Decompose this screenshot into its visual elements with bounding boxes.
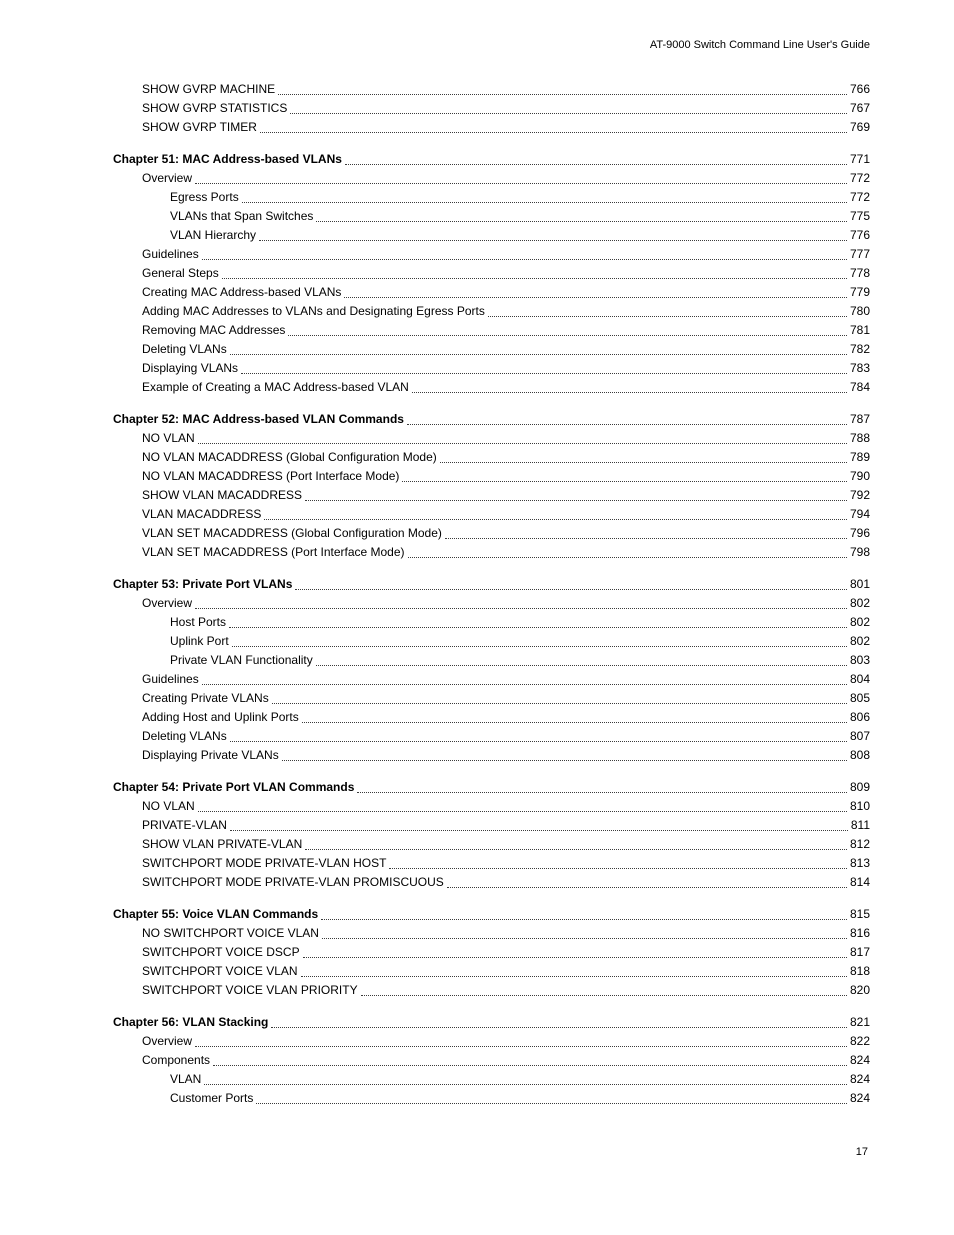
toc-entry-page: 796 [849, 526, 870, 540]
dot-leader [229, 613, 847, 628]
toc-entry [113, 302, 870, 321]
toc-entry [113, 943, 870, 962]
toc-entry-title: VLAN SET MACADDRESS (Global Configuration Mode) [142, 526, 442, 540]
toc-entry-title: Displaying VLANs [142, 361, 239, 375]
dot-leader [195, 169, 847, 184]
toc [113, 80, 870, 1121]
toc-entry-page: 814 [849, 875, 870, 889]
toc-entry [113, 169, 870, 188]
toc-entry [113, 854, 870, 873]
toc-entry [113, 1032, 870, 1051]
dot-leader [202, 670, 847, 685]
toc-entry-page: 824 [849, 1091, 870, 1105]
toc-entry-page: 766 [849, 82, 870, 96]
dot-leader [402, 467, 847, 482]
toc-entry [113, 99, 870, 118]
dot-leader [301, 962, 847, 977]
toc-entry-title: Removing MAC Addresses [142, 323, 286, 337]
toc-entry [113, 575, 870, 594]
toc-entry-page: 777 [849, 247, 870, 261]
toc-entry-title: SHOW GVRP TIMER [142, 120, 257, 134]
toc-entry-page: 767 [849, 101, 870, 115]
dot-leader [222, 264, 847, 279]
toc-entry-title: SWITCHPORT MODE PRIVATE-VLAN PROMISCUOUS [142, 875, 444, 889]
dot-leader [302, 708, 847, 723]
footer-page-number: 17 [855, 1146, 868, 1158]
toc-entry-title: Chapter 52: MAC Address-based VLAN Commands [113, 412, 404, 426]
toc-entry-page: 806 [849, 710, 870, 724]
toc-entry-title: PRIVATE-VLAN [142, 818, 227, 832]
toc-entry-title: VLAN [170, 1072, 202, 1086]
toc-entry-page: 821 [849, 1015, 870, 1029]
toc-entry-title: Chapter 51: MAC Address-based VLANs [113, 152, 342, 166]
toc-entry-title: Private VLAN Functionality [170, 653, 313, 667]
toc-entry [113, 359, 870, 378]
dot-leader [303, 943, 847, 958]
toc-entry-title: VLAN Hierarchy [170, 228, 257, 242]
toc-entry [113, 486, 870, 505]
toc-entry [113, 651, 870, 670]
dot-leader [198, 429, 847, 444]
dot-leader [260, 118, 847, 133]
toc-entry [113, 1070, 870, 1089]
toc-entry-page: 815 [849, 907, 870, 921]
toc-entry-title: NO VLAN MACADDRESS (Global Configuration Mode) [142, 450, 437, 464]
toc-entry-page: 802 [849, 634, 870, 648]
toc-entry [113, 505, 870, 524]
toc-entry [113, 778, 870, 797]
dot-leader [389, 854, 846, 869]
toc-entry [113, 708, 870, 727]
toc-entry-page: 790 [849, 469, 870, 483]
toc-entry-page: 809 [849, 780, 870, 794]
toc-section [113, 80, 870, 137]
toc-entry-page: 810 [849, 799, 870, 813]
dot-leader [198, 797, 847, 812]
toc-entry [113, 80, 870, 99]
dot-leader [445, 524, 847, 539]
dot-leader [361, 981, 847, 996]
toc-entry-title: SWITCHPORT VOICE VLAN PRIORITY [142, 983, 358, 997]
toc-entry-title: SWITCHPORT VOICE VLAN [142, 964, 298, 978]
dot-leader [271, 1013, 847, 1028]
dot-leader [264, 505, 847, 520]
dot-leader [440, 448, 847, 463]
toc-entry [113, 613, 870, 632]
toc-entry [113, 410, 870, 429]
toc-entry-title: SHOW GVRP STATISTICS [142, 101, 288, 115]
dot-leader [316, 207, 847, 222]
toc-entry-title: VLAN MACADDRESS [142, 507, 262, 521]
toc-entry [113, 981, 870, 1000]
toc-entry-title: Adding MAC Addresses to VLANs and Designating Egress Ports [142, 304, 485, 318]
toc-entry-title: NO SWITCHPORT VOICE VLAN [142, 926, 319, 940]
toc-entry-title: Creating Private VLANs [142, 691, 269, 705]
toc-entry-title: SHOW GVRP MACHINE [142, 82, 276, 96]
dot-leader [295, 575, 847, 590]
toc-entry-title: Egress Ports [170, 190, 239, 204]
toc-entry-page: 808 [849, 748, 870, 762]
toc-entry [113, 524, 870, 543]
dot-leader [305, 486, 847, 501]
toc-entry-page: 769 [849, 120, 870, 134]
toc-entry-page: 824 [849, 1072, 870, 1086]
toc-entry [113, 797, 870, 816]
dot-leader [195, 1032, 847, 1047]
toc-entry [113, 594, 870, 613]
running-header: AT-9000 Switch Command Line User's Guide [649, 39, 870, 51]
toc-entry-page: 783 [849, 361, 870, 375]
toc-entry [113, 118, 870, 137]
dot-leader [204, 1070, 847, 1085]
toc-entry-page: 780 [849, 304, 870, 318]
toc-entry-page: 775 [849, 209, 870, 223]
toc-entry-title: SHOW VLAN MACADDRESS [142, 488, 303, 502]
toc-entry-page: 781 [849, 323, 870, 337]
dot-leader [408, 543, 847, 558]
dot-leader [259, 226, 847, 241]
toc-entry-page: 804 [849, 672, 870, 686]
toc-entry-title: Chapter 54: Private Port VLAN Commands [113, 780, 355, 794]
toc-entry [113, 378, 870, 397]
dot-leader [230, 816, 848, 831]
dot-leader [232, 632, 847, 647]
toc-entry-page: 801 [849, 577, 870, 591]
dot-leader [345, 150, 847, 165]
toc-entry-page: 789 [849, 450, 870, 464]
toc-entry [113, 1013, 870, 1032]
toc-entry-page: 807 [849, 729, 870, 743]
toc-entry [113, 873, 870, 892]
dot-leader [316, 651, 847, 666]
toc-entry-title: Components [142, 1053, 211, 1067]
toc-entry-title: Guidelines [142, 672, 199, 686]
toc-entry-page: 802 [849, 596, 870, 610]
toc-entry [113, 632, 870, 651]
toc-entry-title: SWITCHPORT MODE PRIVATE-VLAN HOST [142, 856, 387, 870]
dot-leader [344, 283, 847, 298]
toc-section [113, 410, 870, 562]
dot-leader [242, 188, 847, 203]
toc-entry [113, 924, 870, 943]
toc-entry-page: 798 [849, 545, 870, 559]
toc-entry [113, 448, 870, 467]
toc-entry-page: 811 [850, 818, 870, 832]
toc-entry-title: Deleting VLANs [142, 729, 227, 743]
toc-entry-title: Overview [142, 1034, 193, 1048]
dot-leader [447, 873, 847, 888]
toc-entry-title: Chapter 53: Private Port VLANs [113, 577, 293, 591]
dot-leader [407, 410, 847, 425]
dot-leader [272, 689, 847, 704]
toc-entry [113, 188, 870, 207]
toc-entry [113, 207, 870, 226]
toc-entry-title: VLAN SET MACADDRESS (Port Interface Mode) [142, 545, 405, 559]
toc-section [113, 905, 870, 1000]
toc-entry-page: 802 [849, 615, 870, 629]
toc-entry [113, 689, 870, 708]
toc-entry [113, 321, 870, 340]
toc-entry-title: Displaying Private VLANs [142, 748, 279, 762]
toc-entry-title: Creating MAC Address-based VLANs [142, 285, 342, 299]
dot-leader [305, 835, 847, 850]
dot-leader [213, 1051, 847, 1066]
dot-leader [357, 778, 847, 793]
toc-entry-page: 771 [849, 152, 870, 166]
dot-leader [241, 359, 847, 374]
toc-entry-page: 787 [849, 412, 870, 426]
toc-entry-title: NO VLAN [142, 431, 195, 445]
dot-leader [488, 302, 847, 317]
toc-entry [113, 1051, 870, 1070]
toc-entry-title: Customer Ports [170, 1091, 254, 1105]
toc-entry [113, 429, 870, 448]
toc-entry-title: Chapter 56: VLAN Stacking [113, 1015, 269, 1029]
dot-leader [278, 80, 847, 95]
dot-leader [202, 245, 847, 260]
toc-entry-page: 817 [849, 945, 870, 959]
toc-entry-page: 824 [849, 1053, 870, 1067]
toc-entry-title: Adding Host and Uplink Ports [142, 710, 299, 724]
toc-entry [113, 340, 870, 359]
toc-entry-page: 772 [849, 190, 870, 204]
dot-leader [288, 321, 847, 336]
toc-entry [113, 1089, 870, 1108]
toc-entry-page: 784 [849, 380, 870, 394]
toc-entry-page: 805 [849, 691, 870, 705]
toc-entry-page: 816 [849, 926, 870, 940]
toc-entry-title: Chapter 55: Voice VLAN Commands [113, 907, 319, 921]
toc-entry-page: 794 [849, 507, 870, 521]
toc-entry-page: 813 [849, 856, 870, 870]
toc-entry-title: VLANs that Span Switches [170, 209, 314, 223]
toc-entry-title: SHOW VLAN PRIVATE-VLAN [142, 837, 303, 851]
toc-entry-title: Uplink Port [170, 634, 229, 648]
toc-entry-page: 803 [849, 653, 870, 667]
toc-entry-title: Deleting VLANs [142, 342, 227, 356]
dot-leader [230, 340, 847, 355]
toc-entry [113, 150, 870, 169]
toc-entry [113, 816, 870, 835]
toc-section [113, 778, 870, 892]
toc-entry-title: SWITCHPORT VOICE DSCP [142, 945, 300, 959]
toc-entry-page: 778 [849, 266, 870, 280]
dot-leader [195, 594, 847, 609]
toc-entry [113, 283, 870, 302]
dot-leader [322, 924, 847, 939]
toc-entry-title: NO VLAN [142, 799, 195, 813]
toc-entry-page: 776 [849, 228, 870, 242]
dot-leader [321, 905, 847, 920]
toc-entry-page: 792 [849, 488, 870, 502]
toc-entry-page: 818 [849, 964, 870, 978]
toc-section [113, 1013, 870, 1108]
toc-section [113, 150, 870, 397]
toc-entry-title: Host Ports [170, 615, 227, 629]
toc-entry-title: Overview [142, 596, 193, 610]
dot-leader [412, 378, 847, 393]
toc-entry-title: NO VLAN MACADDRESS (Port Interface Mode) [142, 469, 400, 483]
toc-entry-page: 782 [849, 342, 870, 356]
toc-entry [113, 670, 870, 689]
dot-leader [290, 99, 847, 114]
toc-entry [113, 245, 870, 264]
toc-entry [113, 835, 870, 854]
toc-entry [113, 264, 870, 283]
toc-entry [113, 905, 870, 924]
dot-leader [256, 1089, 847, 1104]
toc-entry-page: 822 [849, 1034, 870, 1048]
toc-entry [113, 543, 870, 562]
toc-entry-title: Overview [142, 171, 193, 185]
toc-entry-page: 779 [849, 285, 870, 299]
toc-entry-page: 812 [849, 837, 870, 851]
dot-leader [282, 746, 847, 761]
toc-entry [113, 746, 870, 765]
toc-entry-title: Example of Creating a MAC Address-based VLAN [142, 380, 409, 394]
toc-entry-page: 772 [849, 171, 870, 185]
toc-entry-title: Guidelines [142, 247, 199, 261]
toc-entry [113, 962, 870, 981]
dot-leader [230, 727, 847, 742]
toc-entry-page: 820 [849, 983, 870, 997]
toc-entry [113, 226, 870, 245]
toc-entry-page: 788 [849, 431, 870, 445]
toc-entry-title: General Steps [142, 266, 219, 280]
toc-section [113, 575, 870, 765]
toc-entry [113, 467, 870, 486]
toc-entry [113, 727, 870, 746]
